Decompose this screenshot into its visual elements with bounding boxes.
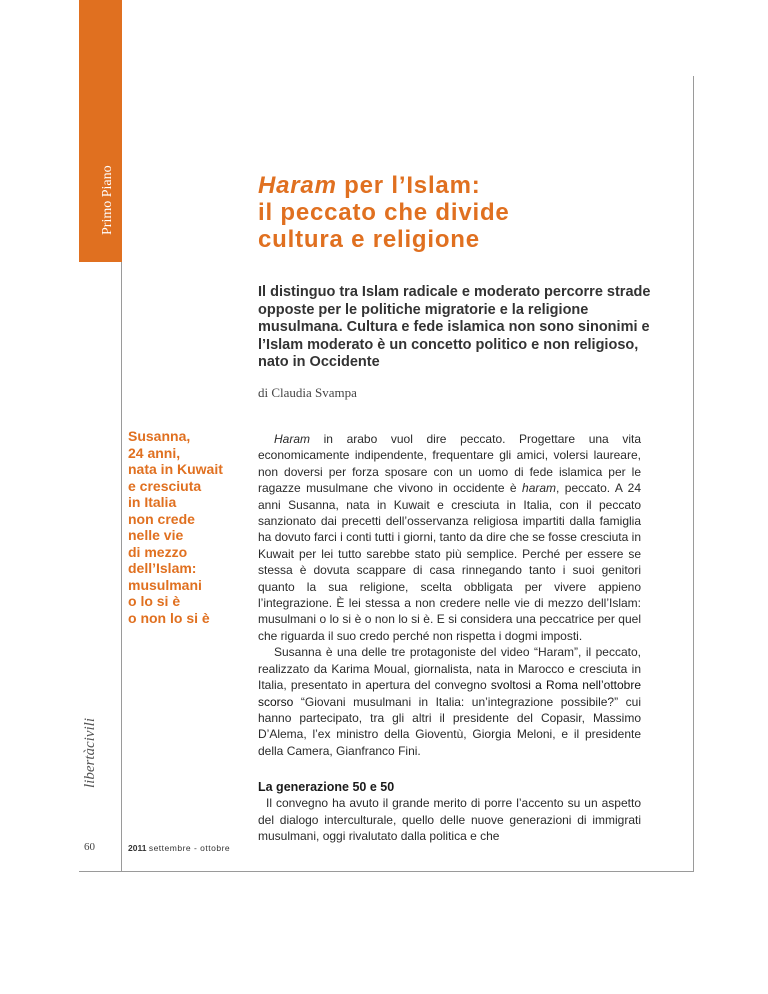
issue-date [128, 843, 230, 853]
article-body [258, 431, 641, 844]
byline: di Claudia Svampa [258, 385, 357, 400]
title-line-2: il peccato che divide [258, 199, 510, 226]
issue-year: 2011 [128, 843, 147, 853]
article-subtitle: Il distinguo tra Islam radicale e moderato percorre strade opposte per le politiche migratorie e la religione musulmana. Cultura e fede islamica non sono sinonimi e l’Islam moderato è un concetto politico e non religioso, nato in Occidente [258, 284, 651, 370]
pullquote [128, 428, 240, 626]
pullquote-line: musulmani [128, 576, 202, 593]
frame-line-left [121, 262, 122, 872]
article-title [258, 172, 638, 253]
pullquote-line: dell’Islam: [128, 560, 197, 576]
issue-months: settembre - ottobre [148, 843, 231, 853]
pullquote-line: o non lo si è [128, 609, 210, 626]
pullquote-line: in Italia [128, 494, 177, 510]
pullquote-line: di mezzo [128, 543, 188, 560]
pullquote-line: 24 anni, [128, 444, 181, 461]
pullquote-line: nelle vie [128, 527, 184, 543]
title-italic-word: Haram [258, 172, 337, 199]
body-paragraph-1: Haram in arabo vuol dire peccato. Progettare una vita economicamente indipendente, frequentare gli amici, volersi laureare, non doversi per forza sposare con un uomo di fede islamica per le ragazze musulmane che vivono in occidente è haram, peccato. A 24 anni Susanna, nata in Kuwait e cresciuta in Italia, con il peccato sanzionato dai precetti dell’osservanza religiosa impartiti dalla famiglia ha dovuto farci i conti tutti i giorni, tanto da dire che se fosse cresciuta in Kuwait per lei tutto sarebbe stato più semplice. Perché per essere se stessa è dovuta scappare di casa rinnegando tanto i suoi genitori quanto la sua religione, scelta obbligata per vivere appieno l’integrazione. È lei stessa a non credere nelle vie di mezzo dell’Islam: musulmani o lo si è o non lo si è. E si considera una peccatrice per quel che riguarda il suo credo perché non rispetta i dogmi imposti. [258, 432, 641, 643]
pullquote-line: o lo si è [128, 593, 181, 609]
body-italic-haram-2: haram [522, 481, 557, 496]
frame-line-right [693, 76, 694, 872]
section-tab [79, 0, 122, 262]
body-italic-haram: Haram [274, 432, 311, 446]
section-heading: La generazione 50 e 50 [258, 780, 395, 795]
body-highlight: svoltosi a Roma nell’ottobre scorso [258, 678, 641, 709]
body-paragraph-3: Il convegno ha avuto il grande merito di porre l’accento su un aspetto del dialogo interculturale, quello delle nuove generazioni di immigrati musulmani, oggi rivalutato dalla politica e che [258, 796, 641, 843]
title-line-3: cultura e religione [258, 226, 480, 253]
pullquote-line: e cresciuta [128, 477, 202, 494]
pullquote-line: Susanna, [128, 428, 191, 444]
section-label: Primo Piano [100, 165, 115, 235]
frame-line-bottom [79, 871, 694, 872]
magazine-name: libertàcivili [82, 718, 98, 788]
pullquote-line: nata in Kuwait [128, 461, 223, 477]
pullquote-line: non crede [128, 510, 195, 527]
body-paragraph-2: Susanna è una delle tre protagoniste del video “Haram”, il peccato, realizzato da Karima Moual, giornalista, nata in Marocco e cresciuta in Italia, presentato in apertura del convegno svoltosi a Roma nell’ottobre scorso “Giovani musulmani in Italia: un’integrazione possibile?” cui hanno partecipato, tra gli altri il presidente del Copasir, Massimo D’Alema, l’ex ministro della Gioventù, Giorgia Meloni, e il presidente della Camera, Gianfranco Fini. [258, 645, 641, 758]
page-number: 60 [84, 841, 95, 853]
title-line-1: per l’Islam: [336, 172, 481, 199]
